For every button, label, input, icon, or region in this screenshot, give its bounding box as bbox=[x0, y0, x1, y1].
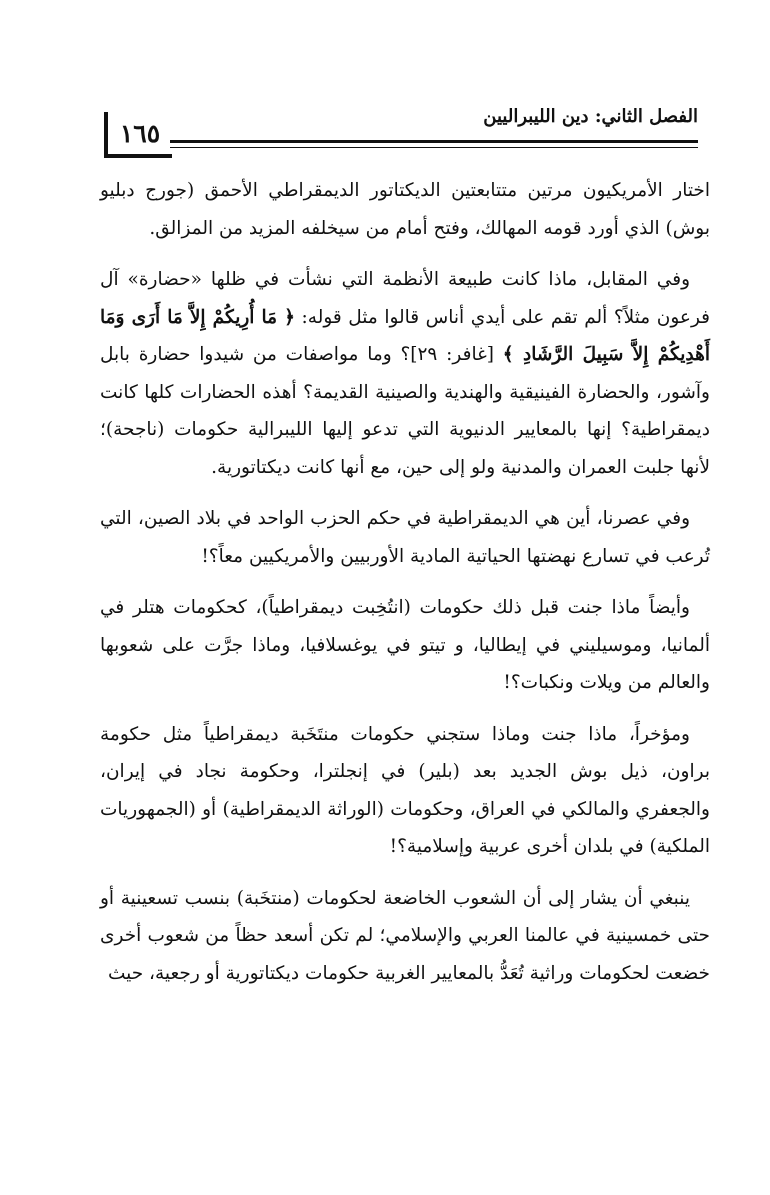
paragraph-6: ينبغي أن يشار إلى أن الشعوب الخاضعة لحكومات (منتخَبة) بنسب تسعينية أو حتى خمسينية في عالمنا العربي والإسلامي؛ لم تكن أسعد حظاً من شعوب أخرى خضعت لحكومات وراثية تُعَدُّ بالمعايير الغربية حكومات ديكتاتورية أو رجعية، حيث bbox=[100, 887, 710, 984]
page-number: ١٦٥ bbox=[104, 112, 172, 158]
paragraph-4: وأيضاً ماذا جنت قبل ذلك حكومات (انتُخِبت ديمقراطياً)، كحكومات هتلر في ألمانيا، وموسيليني في إيطاليا، و تيتو في يوغسلافيا، وماذا جرَّت على شعوبها والعالم من ويلات ونكبات؟! bbox=[100, 597, 710, 693]
paragraph-2-after: [غافر: ٢٩]؟ وما مواصفات من شيدوا حضارة بابل وآشور، والحضارة الفينيقية والهندية والصينية القديمة؟ أهذه الحضارات كلها كانت ديمقراطية؟ إنها بالمعايير الدنيوية التي تدعو إليها الليبرالية حكومات (ناجحة)؛ لأنها جلبت العمران والمدنية ولو إلى حين، مع أنها كانت ديكتاتورية. bbox=[100, 344, 710, 478]
quran-verse: ﴿ مَا أُرِيكُمْ إِلاَّ مَا أَرَى وَمَا أَهْدِيكُمْ إِلاَّ سَبِيلَ الرَّشَادِ ﴾ bbox=[100, 306, 710, 365]
chapter-title: الفصل الثاني: دين الليبراليين bbox=[483, 106, 698, 127]
paragraph-3: وفي عصرنا، أين هي الديمقراطية في حكم الحزب الواحد في بلاد الصين، التي تُرعب في تسارع نهضتها الحياتية المادية الأوربيين والأمريكيين معاً؟! bbox=[100, 508, 710, 567]
header-rule-thin bbox=[170, 147, 698, 148]
paragraph-2-before: وفي المقابل، ماذا كانت طبيعة الأنظمة التي نشأت في ظلها «حضارة» آل فرعون مثلاً؟ ألم تقم على أيدي أناس قالوا مثل قوله: bbox=[100, 269, 710, 328]
paragraph-1: اختار الأمريكيون مرتين متتابعتين الديكتاتور الديمقراطي الأحمق (جورج دبليو بوش) الذي أورد قومه المهالك، وفتح أمام من سيخلفه المزيد من المزالق. bbox=[100, 180, 710, 239]
header-rule-thick bbox=[170, 140, 698, 143]
page-header bbox=[104, 98, 698, 160]
paragraph-5: ومؤخراً، ماذا جنت وماذا ستجني حكومات منتَخَبة ديمقراطياً مثل حكومة براون، ذيل بوش الجديد بعد (بلير) في إنجلترا، وحكومة نجاد في إيران، والجعفري والمالكي في العراق، وحكومات (الوراثة الديمقراطية) أو (الجمهوريات الملكية) في بلدان أخرى عربية وإسلامية؟! bbox=[100, 723, 710, 857]
body-text bbox=[100, 172, 710, 1006]
paragraph-2 bbox=[100, 261, 710, 486]
